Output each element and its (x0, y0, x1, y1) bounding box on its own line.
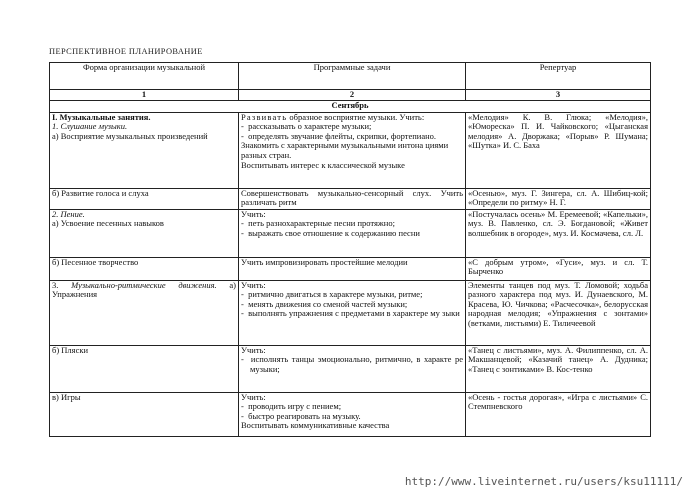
header-form: Форма организации музыкальной (50, 63, 239, 90)
month-label: Сентябрь (50, 100, 651, 112)
repertoire-cell: Элементы танцев под муз. Т. Ломовой; ходьба разного характера под муз. И. Дунаевского, М. Красева, Ю. Чичкова; «Расчесочка», белорусская народная мелодия; «Упражнения с зонтами» (ветками, листьями) Е. Тиличеевой (466, 280, 651, 345)
form-line: а) Восприятие музыкальных произведений (52, 130, 208, 141)
tasks-intro: Развивать образное восприятие музыки. Учить: (241, 112, 425, 122)
watermark-url: http://www.liveinternet.ru/users/ksu11111/ (404, 475, 683, 488)
form-line: а) Усвоение песенных навыков (52, 218, 164, 229)
form-line: 1. Слушание музыки. (52, 121, 128, 132)
tasks-intro: Учить: (241, 392, 266, 402)
task-item: - петь разнохарактерные песни протяжно; (241, 218, 395, 229)
table-row (50, 280, 651, 345)
col-number-1: 1 (50, 90, 239, 101)
repertoire-cell: «Постучалась осень» М. Еремеевой; «Капельки», муз. В. Павленко, сл. Э. Богдановой; «Живет волшебник в огороде», муз. И. Космачева, сл. Л. (466, 209, 651, 257)
repertoire-cell: «Танец с листьями», муз. А. Филиппенко, сл. А. Макшанцевой; «Казачий танец» А. Дудника; «Танец с зонтиками» В. Кос-тенко (466, 345, 651, 392)
task-item: - исполнять танцы эмоционально, ритмично, в характе ре музыки; (241, 354, 463, 374)
form-cell: в) Игры (50, 392, 239, 436)
col-number-2: 2 (239, 90, 466, 101)
form-cell: 3. Музыкально-ритмические движения. а) Упражнения (50, 280, 239, 345)
task-item: - выражать свое отношение к содержанию песни (241, 227, 420, 238)
task-item: - выполнять упражнения с предметами в характере му зыки (241, 308, 460, 319)
tasks-intro: Учить: (241, 280, 266, 290)
form-cell (50, 112, 239, 188)
repertoire-cell: «Осень - гостья дорогая», «Игра с листьями» С. Стемпневского (466, 392, 651, 436)
tasks-cell (239, 209, 466, 257)
planning-table (49, 62, 651, 437)
header-repertoire: Репертуар (466, 63, 651, 90)
repertoire-cell: «Мелодия» К. В. Глюка; «Мелодия», «Юмореска» П. И. Чайковского; «Цыганская мелодия» А. Дворжака; «Порыв» Р. Шумана; «Шутка» И. С. Баха (466, 112, 651, 188)
section-heading: I. Музыкальные занятия. (52, 112, 151, 122)
repertoire-cell: «С добрым утром», «Гуси», муз. и сл. Т. Бырченко (466, 257, 651, 280)
form-cell: б) Развитие голоса и слуха (50, 188, 239, 209)
column-number-row (50, 90, 651, 101)
form-line: 2. Пение. (52, 209, 85, 219)
table-row (50, 345, 651, 392)
tasks-cell (239, 280, 466, 345)
tasks-cell: Учить импровизировать простейшие мелодии (239, 257, 466, 280)
page-title: ПЕРСПЕКТИВНОЕ ПЛАНИРОВАНИЕ (49, 47, 203, 56)
header-tasks: Программные задачи (239, 63, 466, 90)
task-extra: Воспитывать интерес к классической музыке (241, 159, 405, 170)
form-cell: б) Песенное творчество (50, 257, 239, 280)
form-cell (50, 209, 239, 257)
table-row (50, 112, 651, 188)
task-item: - проводить игру с пением; (241, 401, 342, 412)
task-item: - быстро реагировать на музыку. (241, 410, 361, 421)
table-row (50, 188, 651, 209)
tasks-intro: Учить: (241, 345, 266, 355)
month-row (50, 100, 651, 112)
tasks-cell: Совершенствовать музыкально-сенсорный слух. Учить различать ритм (239, 188, 466, 209)
task-extra: Знакомить с характерными музыкальными интона циями разных стран. (241, 140, 449, 160)
task-item: - рассказывать о характере музыки; (241, 121, 372, 132)
form-cell: б) Пляски (50, 345, 239, 392)
tasks-cell (239, 345, 466, 392)
task-item: - менять движения со сменой частей музыки; (241, 298, 408, 309)
tasks-cell (239, 392, 466, 436)
header-row (50, 63, 651, 90)
table-row (50, 209, 651, 257)
task-item: - определять звучание флейты, скрипки, фортепиано. (241, 130, 437, 141)
table-row (50, 257, 651, 280)
task-item: - ритмично двигаться в характере музыки, ритме; (241, 289, 423, 300)
task-extra: Воспитывать коммуникативные качества (241, 420, 390, 431)
tasks-cell (239, 112, 466, 188)
table-row (50, 392, 651, 436)
repertoire-cell: «Осенью», муз. Г. Зингера, сл. А. Шибиц-кой; «Определи по ритму» Н. Г. (466, 188, 651, 209)
col-number-3: 3 (466, 90, 651, 101)
tasks-intro: Учить: (241, 209, 266, 219)
